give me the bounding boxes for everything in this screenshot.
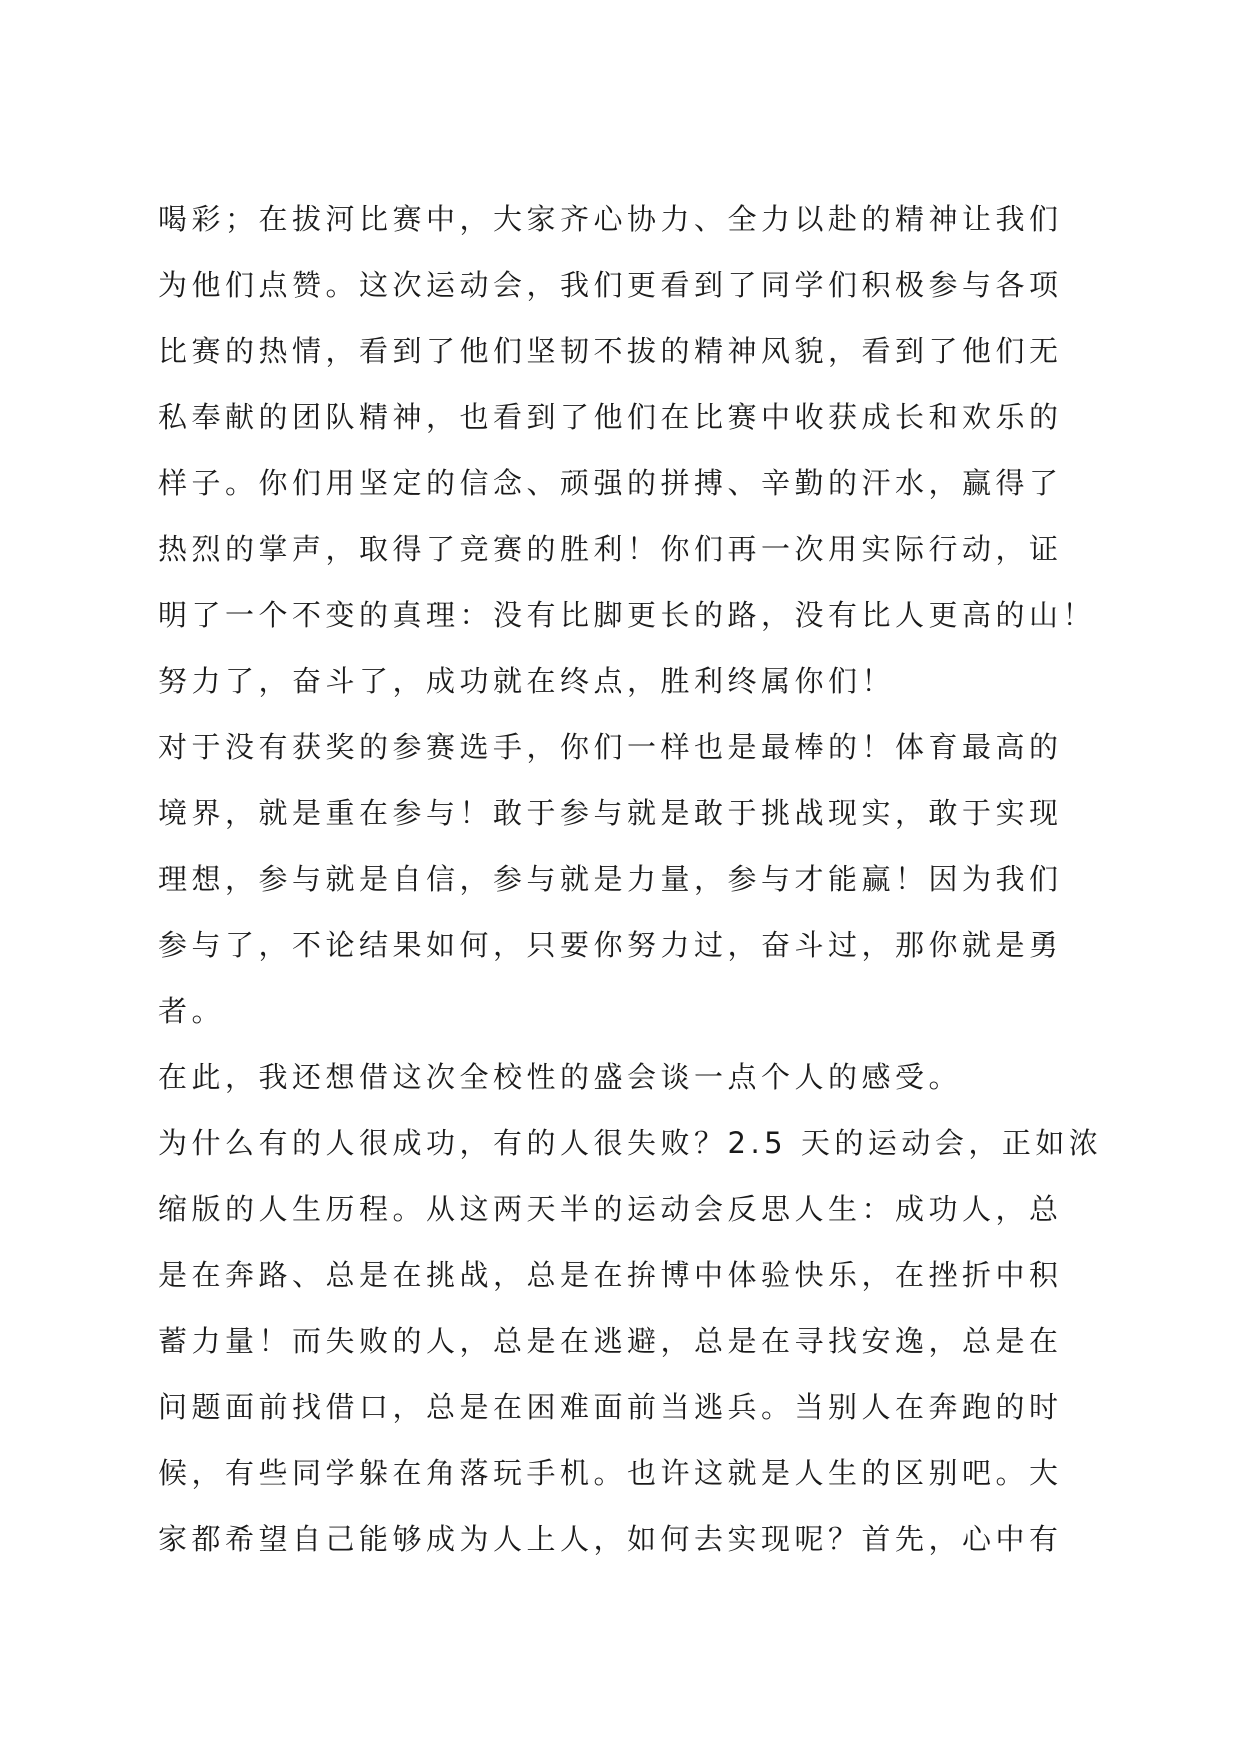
text-line: 为什么有的人很成功，有的人很失败？2.5 天的运动会，正如浓 [158, 1126, 1103, 1160]
text-line: 缩版的人生历程。从这两天半的运动会反思人生：成功人，总 [158, 1192, 1063, 1226]
text-line: 境界，就是重在参与！敢于参与就是敢于挑战现实，敢于实现 [158, 796, 1063, 830]
text-line: 问题面前找借口，总是在困难面前当逃兵。当别人在奔跑的时 [158, 1390, 1063, 1424]
text-line: 为他们点赞。这次运动会，我们更看到了同学们积极参与各项 [158, 268, 1063, 302]
text-line: 是在奔路、总是在挑战，总是在拚博中体验快乐，在挫折中积 [158, 1258, 1063, 1292]
text-line: 对于没有获奖的参赛选手，你们一样也是最棒的！体育最高的 [158, 730, 1063, 764]
text-line: 明了一个不变的真理：没有比脚更长的路，没有比人更高的山！ [158, 598, 1097, 632]
text-line: 家都希望自己能够成为人上人，如何去实现呢？首先，心中有 [158, 1522, 1063, 1556]
text-line: 蓄力量！而失败的人，总是在逃避，总是在寻找安逸，总是在 [158, 1324, 1063, 1358]
text-line: 样子。你们用坚定的信念、顽强的拼搏、辛勤的汗水，赢得了 [158, 466, 1063, 500]
document-body [158, 186, 1103, 1572]
text-line: 热烈的掌声，取得了竞赛的胜利！你们再一次用实际行动，证 [158, 532, 1063, 566]
text-line: 喝彩；在拔河比赛中，大家齐心协力、全力以赴的精神让我们 [158, 202, 1063, 236]
text-line: 比赛的热情，看到了他们坚韧不拔的精神风貌，看到了他们无 [158, 334, 1063, 368]
text-line: 候，有些同学躲在角落玩手机。也许这就是人生的区别吧。大 [158, 1456, 1063, 1490]
text-line: 私奉献的团队精神，也看到了他们在比赛中收获成长和欢乐的 [158, 400, 1063, 434]
text-line: 努力了，奋斗了，成功就在终点，胜利终属你们！ [158, 664, 896, 698]
text-line: 者。 [158, 994, 226, 1028]
text-line: 参与了，不论结果如何，只要你努力过，奋斗过，那你就是勇 [158, 928, 1063, 962]
text-line: 在此，我还想借这次全校性的盛会谈一点个人的感受。 [158, 1060, 963, 1094]
text-line: 理想，参与就是自信，参与就是力量，参与才能赢！因为我们 [158, 862, 1063, 896]
